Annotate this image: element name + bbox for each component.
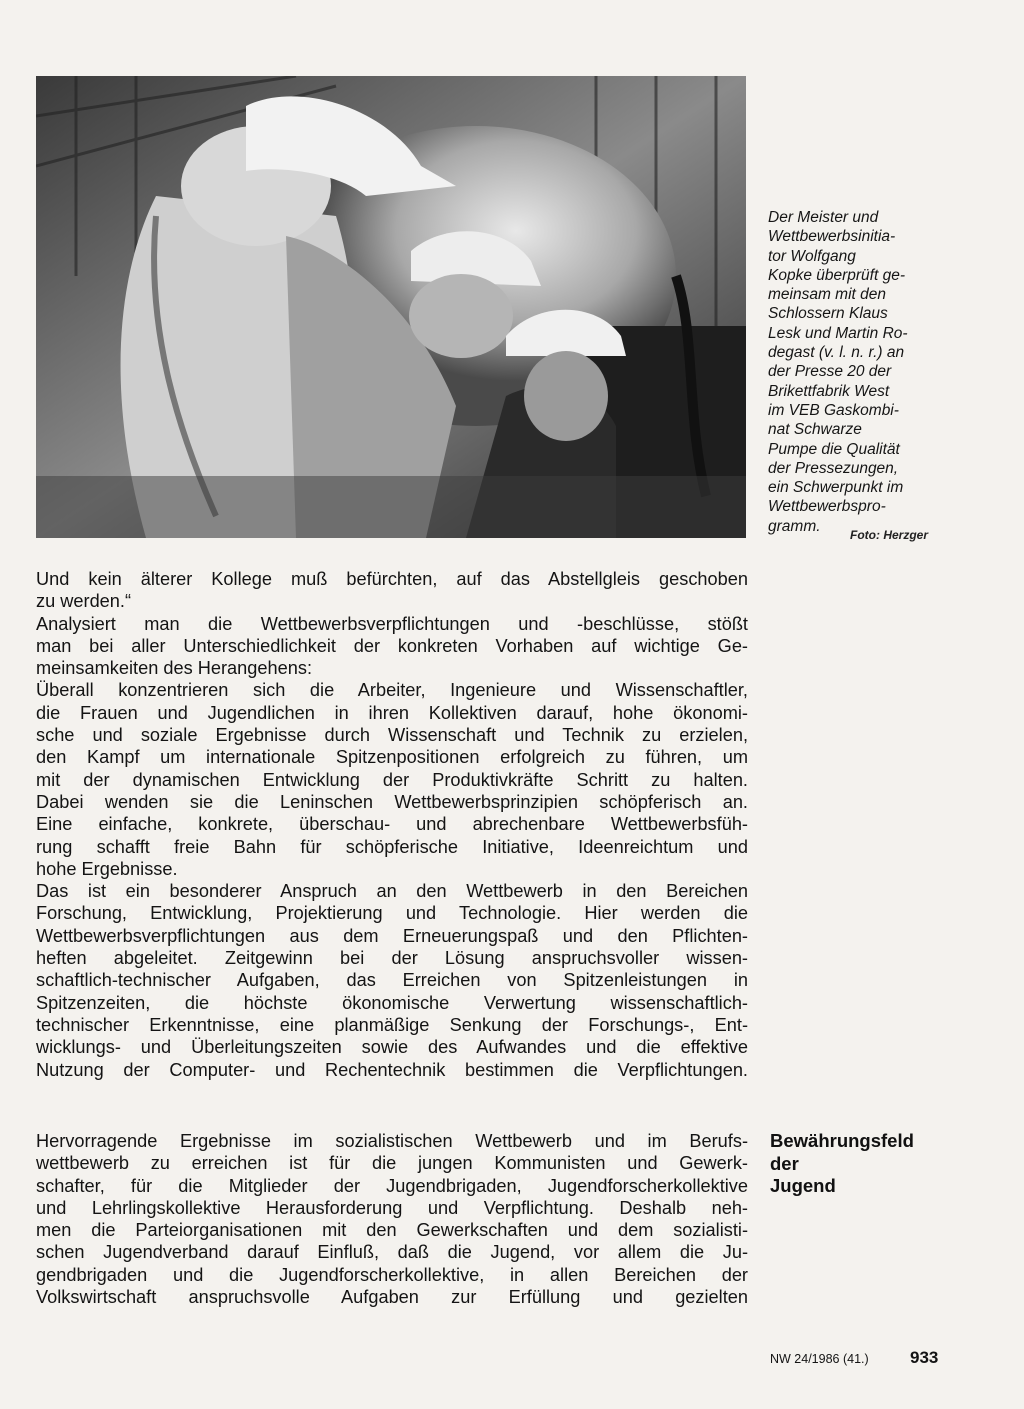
text-line: Und kein älterer Kollege muß befürchten, auf das Abstellgleis geschoben [36,569,748,589]
caption-line: Pumpe die Qualität [768,440,900,458]
text-line: Spitzenzeiten, die höchste ökonomische Verwertung wissenschaftlich- [36,992,748,1013]
text-line: mit der dynamischen Entwicklung der Produktivkräfte Schritt zu halten. [36,769,748,790]
text-line: den Kampf um internationale Spitzenpositionen erfolgreich zu führen, um [36,747,748,768]
article-body-section-2 [36,1130,748,1308]
caption-line: nat Schwarze [768,421,862,439]
caption-line: gramm. [768,517,821,535]
text-line: Analysiert man die Wettbewerbsverpflichtungen und -beschlüsse, stößt [36,613,748,634]
article-photo [36,76,746,538]
text-line: Hervorragende Ergebnisse im sozialistischen Wettbewerb und im Berufs- [36,1131,748,1151]
sidehead-line: Jugend [770,1175,836,1196]
caption-line: degast (v. l. n. r.) an [768,344,905,362]
text-line: schaftlich-technischer Aufgaben, das Erreichen von Spitzenleistungen in [36,970,748,991]
caption-line: Lesk und Martin Ro- [768,324,908,342]
text-line: zu werden.“ [36,591,132,612]
section-sidehead [770,1130,960,1198]
text-line: wicklungs- und Überleitungszeiten sowie des Aufwandes und die effektive [36,1037,748,1058]
text-line: Forschung, Entwicklung, Projektierung und Technologie. Hier werden die [36,903,748,924]
caption-line: tor Wolfgang [768,247,856,265]
caption-line: ein Schwerpunkt im [768,479,904,497]
text-line: men die Parteiorganisationen mit den Gewerkschaften und dem sozialisti- [36,1220,748,1241]
caption-line: Schlossern Klaus [768,305,888,323]
photo-caption [768,208,978,536]
text-line: Volkswirtschaft anspruchsvolle Aufgaben zur Erfüllung und gezielten [36,1287,748,1308]
caption-line: meinsam mit den [768,286,887,304]
caption-line: der Pressezungen, [768,459,899,477]
caption-line: der Presse 20 der [768,363,892,381]
page-number: 933 [910,1348,939,1367]
text-line: technischer Erkenntnisse, eine planmäßige Senkung der Forschungs-, Ent- [36,1014,748,1035]
text-line: Das ist ein besonderer Anspruch an den Wettbewerb in den Bereichen [36,881,748,902]
caption-line: Der Meister und [768,209,879,226]
text-line: rung schafft freie Bahn für schöpferische Initiative, Ideenreichtum und [36,836,748,857]
text-line: Wettbewerbsverpflichtungen aus dem Erneuerungspaß und den Pflichten- [36,925,748,946]
text-line: die Frauen und Jugendlichen in ihren Kollektiven darauf, hohe ökonomi- [36,702,748,723]
article-body-section-1 [36,568,748,1081]
text-line: hohe Ergebnisse. [36,858,178,879]
text-line: schen Jugendverband darauf Einfluß, daß die Jugend, vor allem die Ju- [36,1242,748,1263]
photo-credit: Foto: Herzger [850,528,928,542]
issue-reference: NW 24/1986 (41.) [770,1352,869,1366]
text-line: schafter, für die Mitglieder der Jugendbrigaden, Jugendforscherkollektive [36,1175,748,1196]
caption-line: Wettbewerbsinitia- [768,228,896,246]
text-line: sche und soziale Ergebnisse durch Wissenschaft und Technik zu erzielen, [36,725,748,746]
text-line: wettbewerb zu erreichen ist für die jungen Kommunisten und Gewerk- [36,1153,748,1174]
text-line: Dabei wenden sie die Leninschen Wettbewerbsprinzipien schöpferisch an. [36,791,748,812]
sidehead-line: der [770,1152,799,1174]
sidehead-line: Bewährungsfeld [770,1130,914,1151]
text-line: Eine einfache, konkrete, überschau- und abrechenbare Wettbewerbsfüh- [36,814,748,835]
text-line: Nutzung der Computer- und Rechentechnik bestimmen die Verpflichtungen. [36,1059,748,1080]
text-line: meinsamkeiten des Herangehens: [36,658,313,679]
caption-line: im VEB Gaskombi- [768,401,899,419]
caption-line: Kopke überprüft ge- [768,266,906,284]
text-line: man bei aller Unterschiedlichkeit der konkreten Vorhaben auf wichtige Ge- [36,635,748,656]
photo-workers-icon [36,76,746,538]
caption-line: Brikettfabrik West [768,382,890,400]
text-line: Überall konzentrieren sich die Arbeiter, Ingenieure und Wissenschaftler, [36,680,748,701]
text-line: heften abgeleitet. Zeitgewinn bei der Lösung anspruchsvoller wissen- [36,948,748,969]
text-line: und Lehrlingskollektive Herausforderung und Verpflichtung. Deshalb neh- [36,1197,748,1218]
caption-line: Wettbewerbspro- [768,498,886,516]
text-line: gendbrigaden und die Jugendforscherkollektive, in allen Bereichen der [36,1264,748,1285]
